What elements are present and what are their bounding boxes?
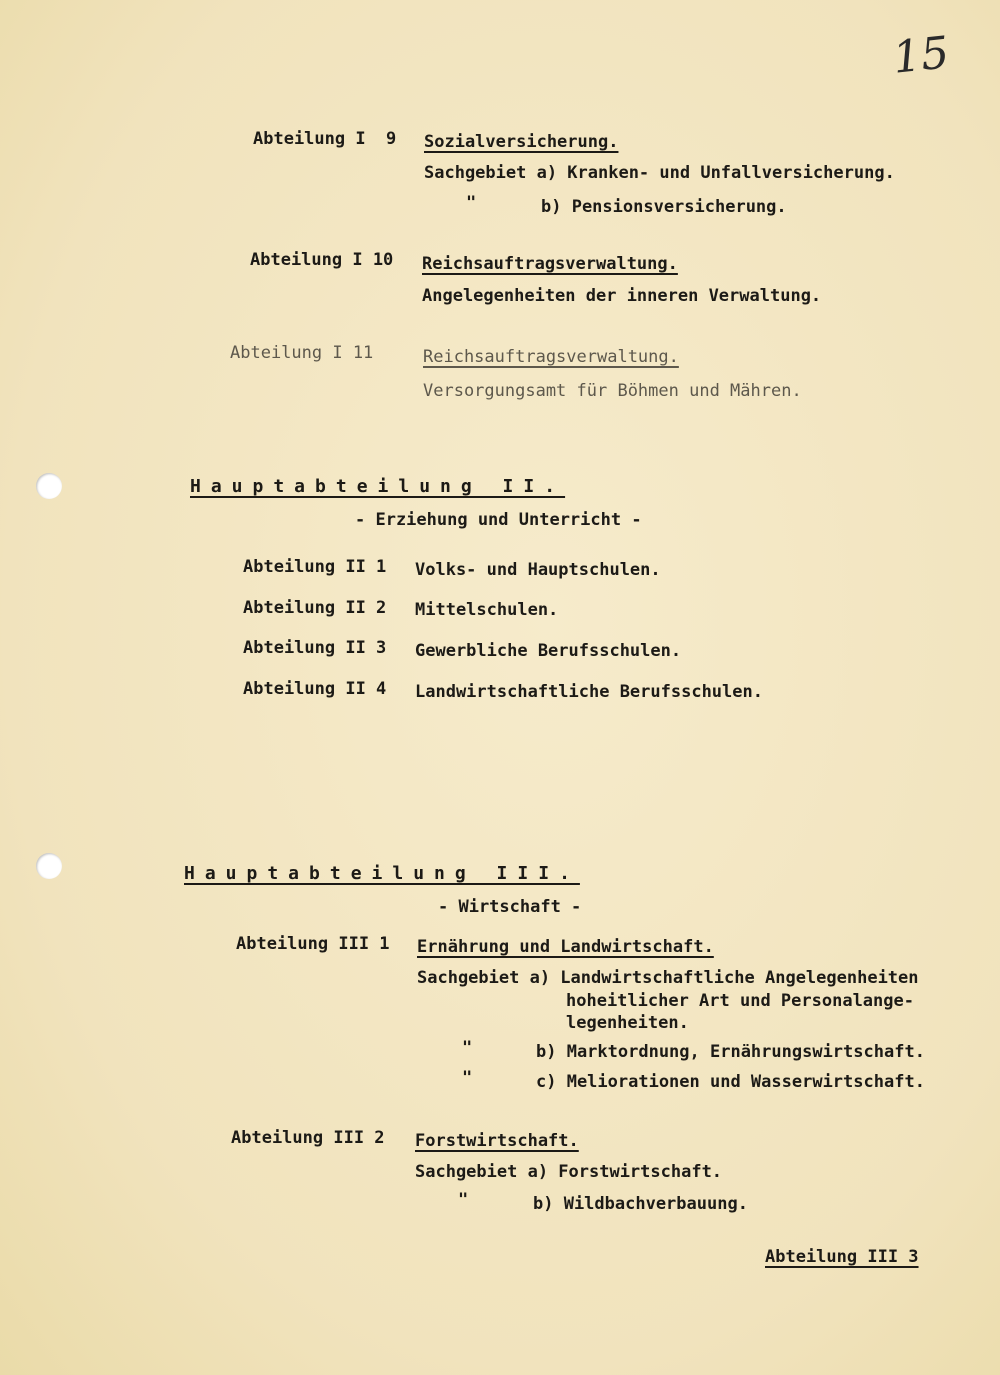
ditto-mark: " — [458, 1190, 469, 1210]
department-label: Abteilung I 10 — [250, 250, 394, 270]
subject-line: b) Pensionsversicherung. — [541, 197, 787, 217]
ditto-mark: " — [466, 193, 477, 213]
department-title: Mittelschulen. — [415, 600, 559, 620]
department-label: Abteilung III 1 — [236, 934, 390, 954]
main-department-subheading: - Erziehung und Unterricht - — [355, 510, 642, 530]
subject-line: Versorgungsamt für Böhmen und Mähren. — [423, 381, 802, 401]
ditto-mark: " — [462, 1068, 473, 1088]
subject-line: c) Meliorationen und Wasserwirtschaft. — [536, 1072, 925, 1092]
department-label: Abteilung I 11 — [230, 343, 374, 363]
department-label: Abteilung II 4 — [243, 679, 387, 699]
subject-line: Sachgebiet a) Kranken- und Unfallversicherung. — [424, 163, 895, 183]
main-department-subheading: - Wirtschaft - — [438, 897, 582, 917]
subject-line: Sachgebiet a) Forstwirtschaft. — [415, 1162, 723, 1182]
department-title: Sozialversicherung. — [424, 132, 619, 152]
department-label: Abteilung I 9 — [253, 129, 397, 149]
ditto-mark: " — [462, 1038, 473, 1058]
department-title: Forstwirtschaft. — [415, 1131, 579, 1151]
department-title: Gewerbliche Berufsschulen. — [415, 641, 682, 661]
subject-line: Angelegenheiten der inneren Verwaltung. — [422, 286, 822, 306]
subject-line: b) Marktordnung, Ernährungswirtschaft. — [536, 1042, 925, 1062]
main-department-heading: Hauptabteilung III. — [184, 863, 580, 884]
department-label: Abteilung III 2 — [231, 1128, 385, 1148]
subject-line: Sachgebiet a) Landwirtschaftliche Angelegenheiten — [417, 968, 919, 988]
subject-line: legenheiten. — [566, 1013, 689, 1033]
department-title: Volks- und Hauptschulen. — [415, 560, 661, 580]
department-title: Reichsauftragsverwaltung. — [422, 254, 678, 274]
department-label: Abteilung II 1 — [243, 557, 387, 577]
main-department-heading: Hauptabteilung II. — [190, 476, 566, 497]
department-label: Abteilung II 2 — [243, 598, 387, 618]
punch-hole — [36, 853, 62, 879]
department-title: Landwirtschaftliche Berufsschulen. — [415, 682, 763, 702]
department-label: Abteilung II 3 — [243, 638, 387, 658]
continuation-catchword: Abteilung III 3 — [765, 1247, 919, 1267]
page-number: 15 — [890, 27, 952, 84]
department-title: Reichsauftragsverwaltung. — [423, 347, 679, 367]
subject-line: b) Wildbachverbauung. — [533, 1194, 748, 1214]
department-title: Ernährung und Landwirtschaft. — [417, 937, 714, 957]
subject-line: hoheitlicher Art und Personalange- — [566, 991, 914, 1011]
punch-hole — [36, 473, 62, 499]
